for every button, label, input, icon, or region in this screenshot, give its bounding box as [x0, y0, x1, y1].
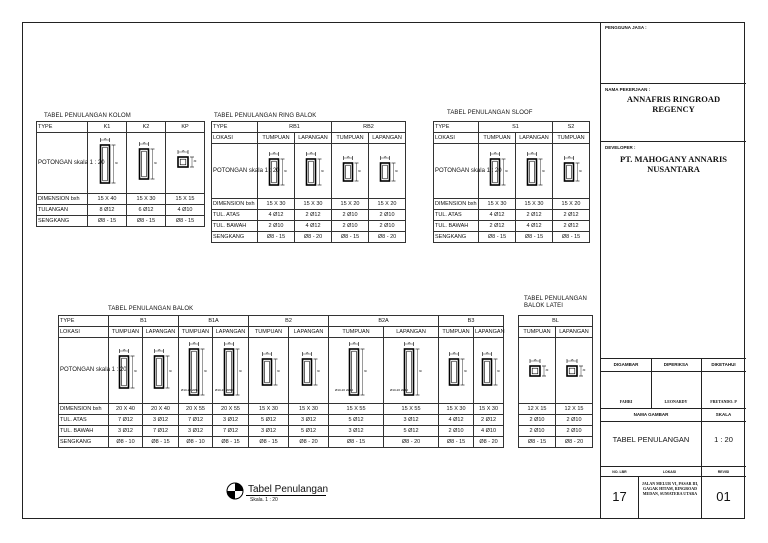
nama-gambar-box: NAMA GAMBAR SKALA TABEL PENULANGAN 1 : 20 NO. LBR LOKASI REVISI: [601, 409, 746, 477]
kolom-kp-section: [166, 133, 205, 194]
section-width-label: 15: [407, 341, 411, 345]
drawing-title-symbol: [226, 482, 244, 505]
drawing-scale-note: Skala. 1 : 20: [250, 497, 278, 503]
balok-table: TYPE B1 B1A B2 B2A B3 LOKASI TUMPUAN LAPANGAN TUMPUAN LAPANGAN TUMPUAN LAPANGAN TUMPUAN LAPANGAN TUMPUAN LAPANGAN POTONGAN skala 1 : 20 15 30 15 30 15 30 Ø10-20 2Ø10 15 30 Ø10-20 2Ø10 15 30 15 30 15 30 Ø10-20 2Ø10 15 30 Ø10-20 2Ø10 15 30 15 30 DIMENSION bxh 20 X 40 20 X 40 20 X 55 20 X 55 15 X 30 15 X 30 15 X 55 15 X 55 15 X 30 15 X 30 TUL. ATAS 7 Ø12 3 Ø12 7 Ø12 3 Ø12 5 Ø12 3 Ø12 5 Ø12 3 Ø12 4 Ø12 2 Ø12 TUL. BAWAH 3 Ø12 7 Ø12 3 Ø12 7 Ø12 3 Ø12 5 Ø12 3 Ø12 5 Ø12 2 Ø10 4 Ø10 SENGKANG Ø8 - 10 Ø8 - 15 Ø8 - 10 Ø8 - 15 Ø8 - 15 Ø8 - 20 Ø8 - 15 Ø8 - 20 Ø8 - 15 Ø8 - 20: [58, 315, 504, 448]
section-width-label: 15: [309, 152, 313, 156]
section-height-label: 30: [364, 369, 367, 373]
section-height-label: 30: [582, 368, 586, 372]
section-width-label: 15: [157, 348, 160, 352]
section-width-label: 15: [305, 351, 308, 355]
ring-balok-table-caption: TABEL PENULANGAN RING BALOK: [214, 113, 317, 119]
rb2-tumpuan-section: [332, 144, 369, 199]
rb2-lapangan-section: [369, 144, 406, 199]
project-name: ANNAFRIS RINGROAD REGENCY: [626, 94, 721, 114]
bl-lapangan-section: [556, 338, 593, 404]
section-width-label: 15: [533, 358, 537, 362]
b2-tumpuan-section: [249, 338, 289, 404]
section-width-label: 15: [485, 351, 489, 355]
kolom-table: TYPE K1 K2 KP POTONGAN skala 1 : 20 15 30 15 30 15 30 DIMENSION bxh 15 X 40 15 X 30 15 X 15 TULANGAN 8 Ø12 6 Ø12 4 Ø10 SENGKANG Ø8 - 15 Ø8 - 15 Ø8 - 15: [36, 121, 205, 227]
section-width-label: 15: [352, 341, 356, 345]
drawing-title: Tabel Penulangan: [248, 484, 329, 495]
section-height-label: 30: [579, 170, 582, 173]
revision-number: 01: [716, 489, 731, 504]
ring-balok-table: TYPE RB1 RB2 LOKASI TUMPUAN LAPANGAN TUMPUAN LAPANGAN POTONGAN skala 1 : 20 15 30 15 30 15 30 15 30 DIMENSION bxh 15 X 30 15 X 30 15 X 20 15 X 20 TUL. ATAS 4 Ø12 2 Ø12 2 Ø10 2 Ø10 TUL. BAWAH 2 Ø10 4 Ø12 2 Ø10 2 Ø10 SENGKANG Ø8 - 15 Ø8 - 20 Ø8 - 15 Ø8 - 20: [211, 121, 406, 243]
bl-tumpuan-section: [519, 338, 556, 404]
section-height-label: 30: [168, 369, 172, 373]
side-bar-note: Ø10-20 2Ø10: [215, 387, 234, 392]
rb1-lapangan-section: [295, 144, 332, 199]
drawing-name: TABEL PENULANGAN: [612, 435, 690, 444]
kolom-k2-section: [127, 133, 166, 194]
section-height-label: 30: [154, 162, 157, 165]
section-width-label: 15: [452, 351, 456, 355]
section-height-label: 30: [239, 369, 242, 373]
section-height-label: 30: [115, 162, 118, 165]
b3-tumpuan-section: [439, 338, 474, 404]
section-width-label: 15: [122, 348, 126, 352]
section-height-label: 30: [276, 369, 280, 373]
developer-name: PT. MAHOGANY ANNARIS NUSANTARA: [620, 154, 727, 174]
pengguna-jasa-box: PENGGUNA JASA :: [601, 22, 746, 84]
b2-lapangan-section: [289, 338, 329, 404]
section-width-label: 15: [272, 152, 276, 156]
kolom-table-caption: TABEL PENULANGAN KOLOM: [44, 113, 131, 119]
section-height-label: 30: [505, 170, 508, 173]
b2a-tumpuan-section: [329, 338, 384, 404]
b3-lapangan-section: [474, 338, 504, 404]
section-height-label: 30: [542, 170, 545, 173]
section-height-label: 30: [134, 369, 137, 373]
section-height-label: 30: [321, 170, 324, 173]
s2-tumpuan-section: [553, 144, 590, 199]
balok-latei-table-caption: TABEL PENULANGAN BALOK LATEI: [524, 296, 587, 309]
section-width-label: 15: [103, 138, 107, 142]
balok-table-caption: TABEL PENULANGAN BALOK: [108, 306, 194, 312]
section-height-label: 30: [284, 170, 287, 173]
b1a-tumpuan-section: [179, 338, 213, 404]
location-text: JALAN MELUR VI, PASAR III, GAGAK HITAM, RINGROAD MEDAN, SUMATERA UTARA: [641, 481, 699, 496]
section-height-label: 30: [395, 170, 398, 173]
section-height-label: 30: [193, 160, 197, 163]
balok-latei-table: BL TUMPUAN LAPANGAN 15 30 15 30 12 X 15 12 X 15 2 Ø10 2 Ø10 2 Ø10 2 Ø10 Ø8 - 15 Ø8 - 20: [518, 315, 593, 448]
section-height-label: 30: [358, 170, 361, 173]
developer-box: DEVELOPER : PT. MAHOGANY ANNARIS NUSANTARA: [601, 142, 746, 359]
section-width-label: 15: [192, 341, 196, 345]
section-width-label: 15: [142, 142, 146, 146]
section-width-label: 15: [493, 152, 497, 156]
section-height-label: 30: [497, 369, 500, 373]
drawing-scale: 1 : 20: [714, 435, 733, 444]
title-block: [600, 22, 745, 519]
sheet-info-box: [601, 477, 746, 519]
s1-lapangan-section: [516, 144, 553, 199]
b1a-lapangan-section: [213, 338, 249, 404]
side-bar-note: Ø10-20 2Ø10: [181, 387, 200, 392]
section-marker-icon: [226, 482, 244, 500]
section-height-label: 30: [545, 368, 549, 372]
section-width-label: 15: [346, 156, 350, 160]
section-width-label: 15: [530, 152, 534, 156]
section-width-label: 15: [227, 341, 231, 345]
section-width-label: 15: [567, 156, 571, 160]
section-width-label: 15: [265, 351, 268, 355]
section-height-label: 30: [204, 369, 207, 373]
side-bar-note: Ø10-20 2Ø10: [390, 387, 409, 392]
section-width-label: 15: [383, 156, 387, 160]
section-width-label: 15: [181, 150, 185, 154]
section-height-label: 30: [316, 369, 320, 373]
signature-box: DIGAMBAR DIPERIKSA DIKETAHUI FAHRI LEONARDY FRETANDO. P: [601, 359, 746, 409]
sloof-table-caption: TABEL PENULANGAN SLOOF: [447, 110, 533, 116]
b1-lapangan-section: [143, 338, 179, 404]
section-height-label: 30: [419, 369, 422, 373]
sloof-table: TYPE S1 S2 LOKASI TUMPUAN LAPANGAN TUMPUAN POTONGAN skala 1 : 20 15 30 15 30 15 30 DIMENSION bxh 15 X 30 15 X 30 15 X 20 TUL. ATAS 4 Ø12 2 Ø12 2 Ø12 TUL. BAWAH 2 Ø12 4 Ø12 2 Ø12 SENGKANG Ø8 - 15 Ø8 - 15 Ø8 - 15: [433, 121, 590, 243]
nama-pekerjaan-box: NAMA PEKERJAAN : ANNAFRIS RINGROAD REGENCY: [601, 84, 746, 142]
sheet-number: 17: [612, 489, 627, 504]
side-bar-note: Ø10-20 2Ø10: [335, 387, 354, 392]
section-height-label: 30: [464, 369, 467, 373]
section-width-label: 15: [570, 358, 574, 362]
b2a-lapangan-section: [384, 338, 439, 404]
